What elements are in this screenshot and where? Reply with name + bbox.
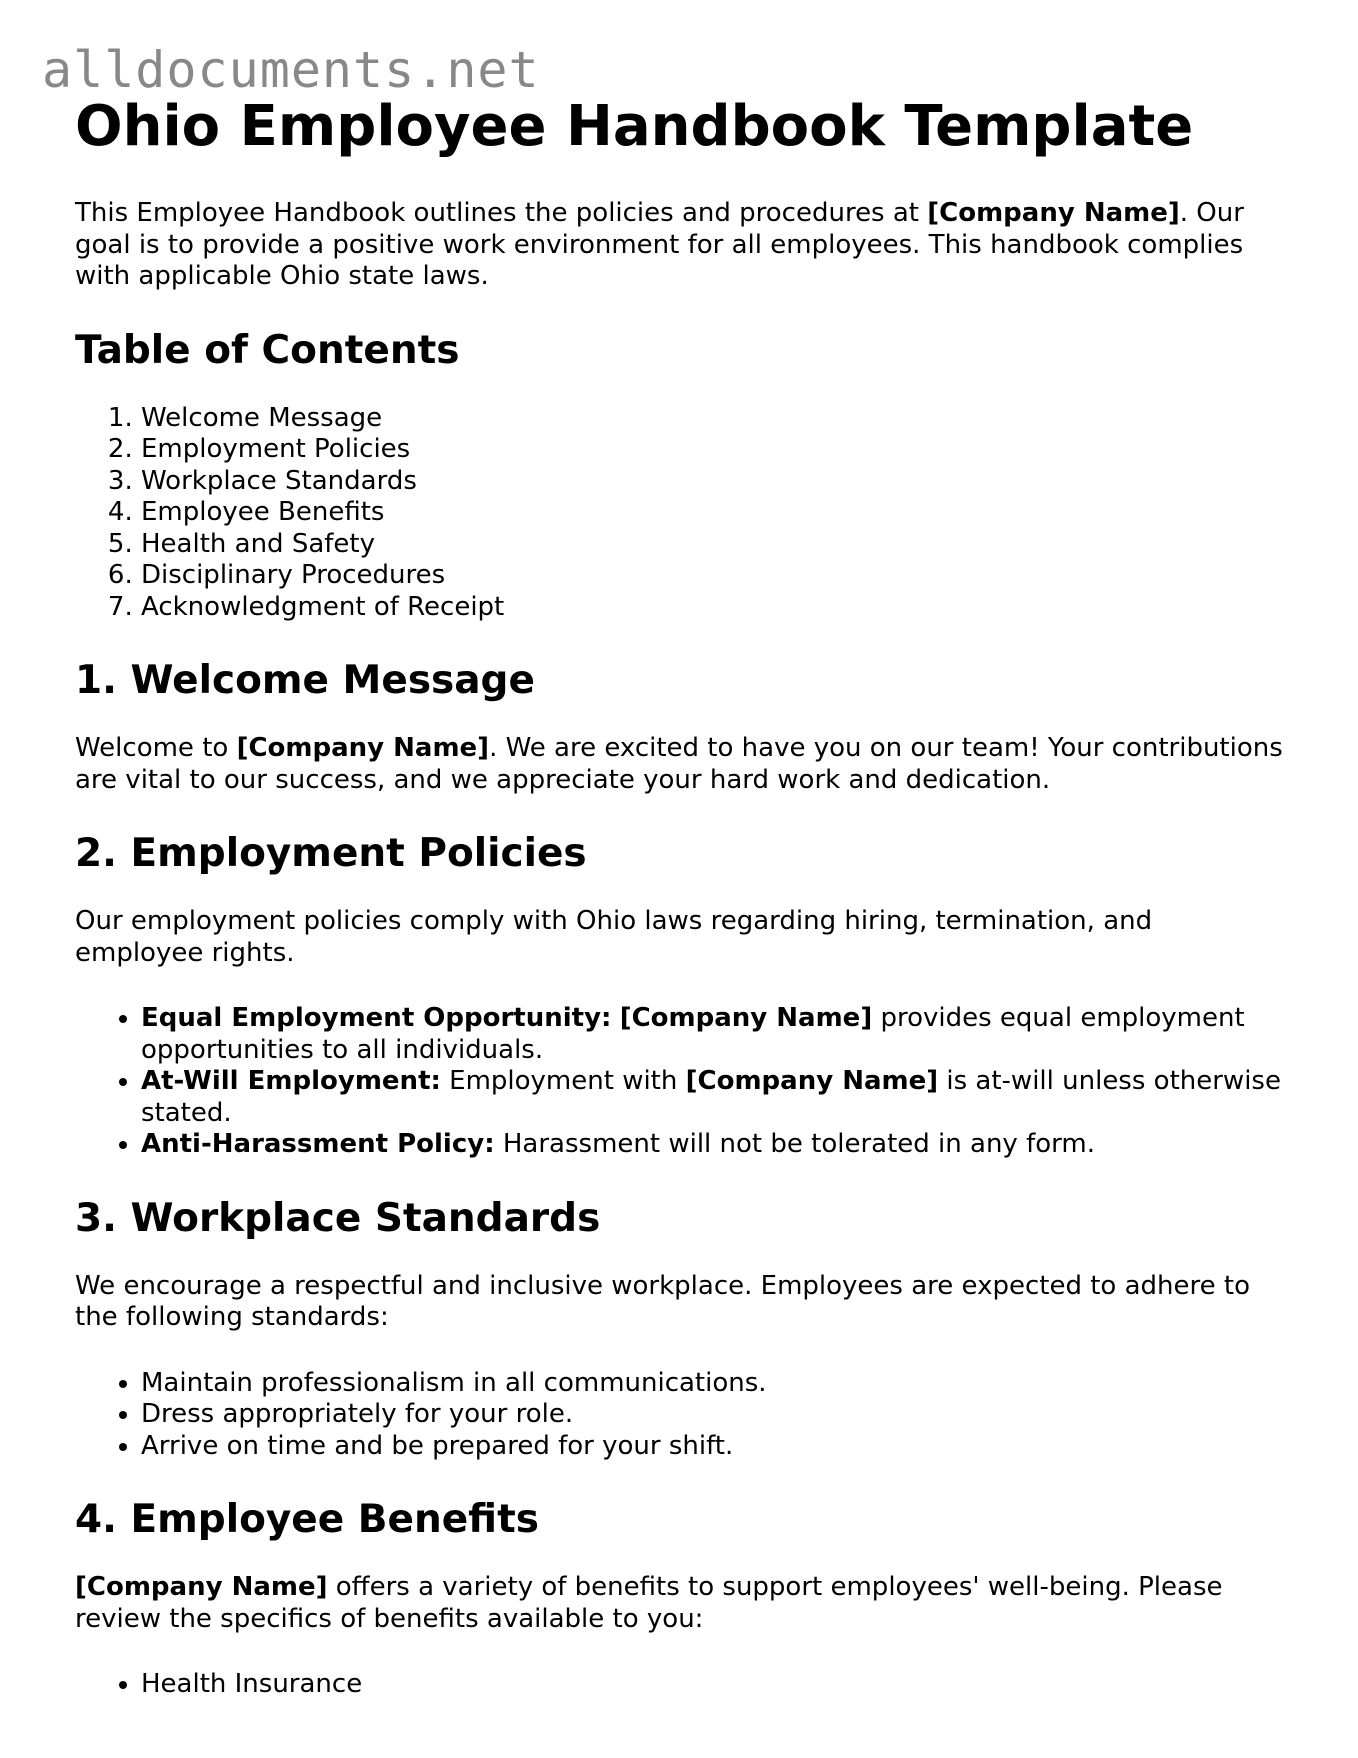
watermark: alldocuments.net bbox=[42, 41, 540, 99]
policy-text: is at-will unless otherwise stated. bbox=[141, 1066, 1281, 1128]
benefits-heading: 4. Employee Benefits bbox=[75, 1497, 539, 1542]
benefit-item: • Health Insurance bbox=[141, 1669, 1285, 1701]
intro-paragraph bbox=[75, 198, 1285, 293]
page-title: Ohio Employee Handbook Template bbox=[75, 94, 1194, 159]
welcome-text-before: Welcome to bbox=[75, 733, 237, 763]
toc-list bbox=[75, 403, 1285, 624]
welcome-paragraph bbox=[75, 733, 1285, 796]
document-body bbox=[75, 92, 1285, 1735]
toc-item: 5. Health and Safety bbox=[141, 529, 1285, 561]
toc-item: 6. Disciplinary Procedures bbox=[141, 560, 1285, 592]
policy-label: Anti-Harassment Policy: bbox=[141, 1129, 495, 1159]
policy-text: Harassment will not be tolerated in any form. bbox=[494, 1129, 1095, 1159]
policy-label: Equal Employment Opportunity: bbox=[141, 1003, 612, 1033]
company-name-placeholder: [Company Name] bbox=[927, 198, 1180, 228]
intro-text-after: . Our goal is to provide a positive work environment for all employees. This handbook complies with applicable Ohio state laws. bbox=[75, 198, 1244, 291]
benefits-text: offers a variety of benefits to support employees' well-being. Please review the specifics of benefits available to you: bbox=[75, 1572, 1223, 1634]
company-name-placeholder: [Company Name] bbox=[685, 1066, 939, 1096]
company-name-placeholder: [Company Name] bbox=[75, 1572, 328, 1602]
standard-item: • Arrive on time and be prepared for your shift. bbox=[141, 1431, 1285, 1463]
policies-heading: 2. Employment Policies bbox=[75, 831, 587, 876]
toc-item: 2. Employment Policies bbox=[141, 434, 1285, 466]
policy-item-eeo bbox=[141, 1003, 1285, 1066]
policy-item-harassment bbox=[141, 1129, 1285, 1161]
policy-text: Employment with bbox=[440, 1066, 686, 1096]
standards-paragraph: We encourage a respectful and inclusive workplace. Employees are expected to adhere to the following standards: bbox=[75, 1270, 1250, 1332]
standards-list bbox=[75, 1368, 1285, 1463]
standard-item: • Dress appropriately for your role. bbox=[141, 1399, 1285, 1431]
policies-list bbox=[75, 1003, 1285, 1161]
toc-item: 1. Welcome Message bbox=[141, 403, 1285, 435]
standards-heading: 3. Workplace Standards bbox=[75, 1195, 601, 1241]
benefits-list bbox=[75, 1669, 1285, 1701]
toc-item: 3. Workplace Standards bbox=[141, 466, 1285, 498]
company-name-placeholder: [Company Name] bbox=[619, 1003, 873, 1033]
intro-text-before: This Employee Handbook outlines the policies and procedures at bbox=[75, 198, 928, 228]
welcome-heading: 1. Welcome Message bbox=[75, 658, 535, 703]
welcome-text-after: . We are excited to have you on our team! Your contributions are vital to our success, and we appreciate your hard work and dedication. bbox=[75, 733, 1283, 795]
standard-item: • Maintain professionalism in all communications. bbox=[141, 1368, 1285, 1400]
toc-item: 4. Employee Benefits bbox=[141, 497, 1285, 529]
toc-item: 7. Acknowledgment of Receipt bbox=[141, 592, 1285, 624]
toc-heading: Table of Contents bbox=[75, 327, 460, 373]
company-name-placeholder: [Company Name] bbox=[236, 733, 490, 763]
policy-item-at-will bbox=[141, 1066, 1285, 1129]
benefits-paragraph bbox=[75, 1572, 1285, 1635]
policies-paragraph: Our employment policies comply with Ohio laws regarding hiring, termination, and employee rights. bbox=[75, 906, 1153, 968]
policy-label: At-Will Employment: bbox=[141, 1066, 441, 1096]
policy-text: provides equal employment opportunities to all individuals. bbox=[141, 1003, 1245, 1065]
